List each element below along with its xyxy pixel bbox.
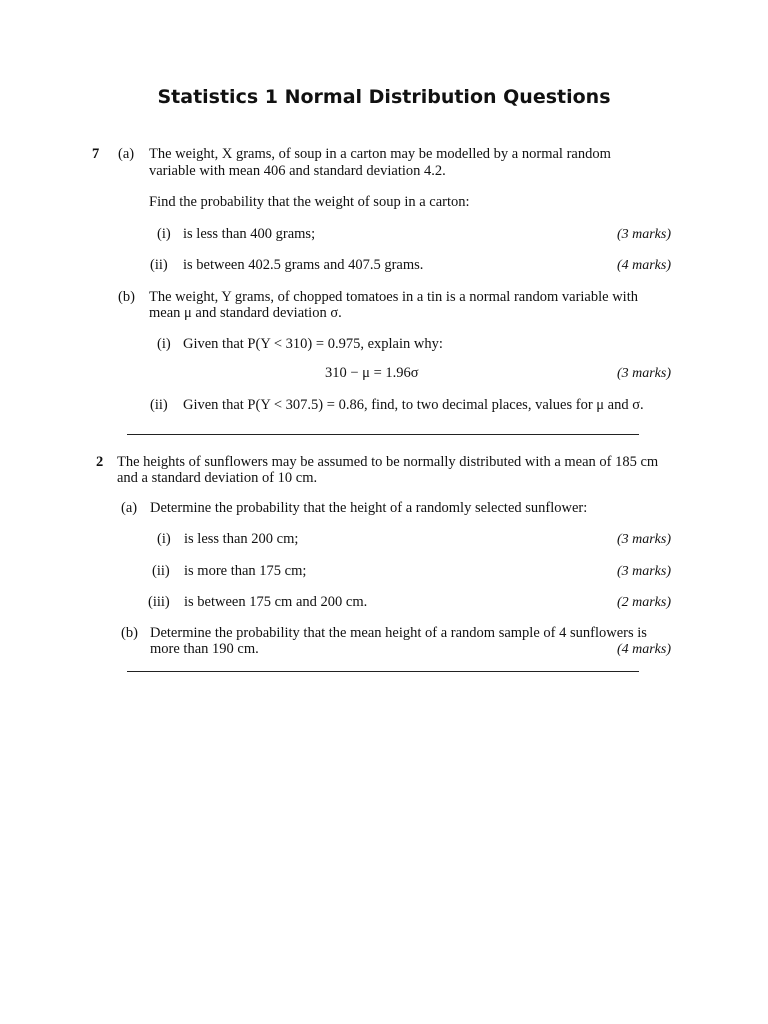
marks-label: (3 marks): [616, 564, 671, 579]
part-label: (b): [118, 289, 135, 305]
subpart-label: (ii): [150, 257, 168, 273]
marks-label: (3 marks): [616, 532, 671, 547]
question-prompt: Determine the probability that the height of a randomly selected sunflower:: [150, 500, 588, 516]
subpart-label: (i): [157, 531, 171, 547]
question-text-line: The weight, Y grams, of chopped tomatoes in a tin is a normal random variable with: [149, 289, 638, 305]
subpart-text: is between 402.5 grams and 407.5 grams.: [183, 257, 424, 273]
question-number: 7: [92, 146, 100, 162]
marks-label: (4 marks): [616, 258, 671, 273]
subpart-text: is more than 175 cm;: [184, 563, 307, 579]
subpart-text: Given that P(Y < 310) = 0.975, explain why:: [183, 336, 443, 352]
marks-label: (3 marks): [616, 366, 671, 381]
part-label: (a): [118, 146, 135, 162]
marks-label: (3 marks): [616, 227, 671, 242]
marks-label: (4 marks): [616, 642, 671, 657]
subpart-text: Given that P(Y < 307.5) = 0.86, find, to two decimal places, values for μ and σ.: [183, 397, 644, 413]
question-text-line: Determine the probability that the mean height of a random sample of 4 sunflowers is: [150, 625, 647, 641]
subpart-label: (i): [157, 226, 171, 242]
marks-label: (2 marks): [616, 595, 671, 610]
page-title: Statistics 1 Normal Distribution Questions: [157, 86, 611, 108]
question-text-line: more than 190 cm.: [150, 641, 259, 657]
question-text-line: The weight, X grams, of soup in a carton may be modelled by a normal random: [149, 146, 611, 162]
part-label: (a): [121, 500, 138, 516]
divider: [127, 434, 639, 435]
subpart-label: (iii): [148, 594, 170, 610]
question-text-line: variable with mean 406 and standard deviation 4.2.: [149, 163, 446, 179]
question-text-line: The heights of sunflowers may be assumed to be normally distributed with a mean of 185 cm: [117, 454, 659, 470]
subpart-text: is between 175 cm and 200 cm.: [184, 594, 368, 610]
question-text-line: mean μ and standard deviation σ.: [149, 305, 342, 321]
question-number: 2: [96, 454, 104, 470]
part-label: (b): [121, 625, 138, 641]
subpart-label: (ii): [152, 563, 170, 579]
divider: [127, 671, 639, 672]
question-text-line: and a standard deviation of 10 cm.: [117, 470, 318, 486]
equation: 310 − μ = 1.96σ: [325, 365, 419, 381]
subpart-text: is less than 200 cm;: [184, 531, 299, 547]
question-prompt: Find the probability that the weight of soup in a carton:: [149, 194, 470, 210]
subpart-text: is less than 400 grams;: [183, 226, 316, 242]
subpart-label: (ii): [150, 397, 168, 413]
subpart-label: (i): [157, 336, 171, 352]
